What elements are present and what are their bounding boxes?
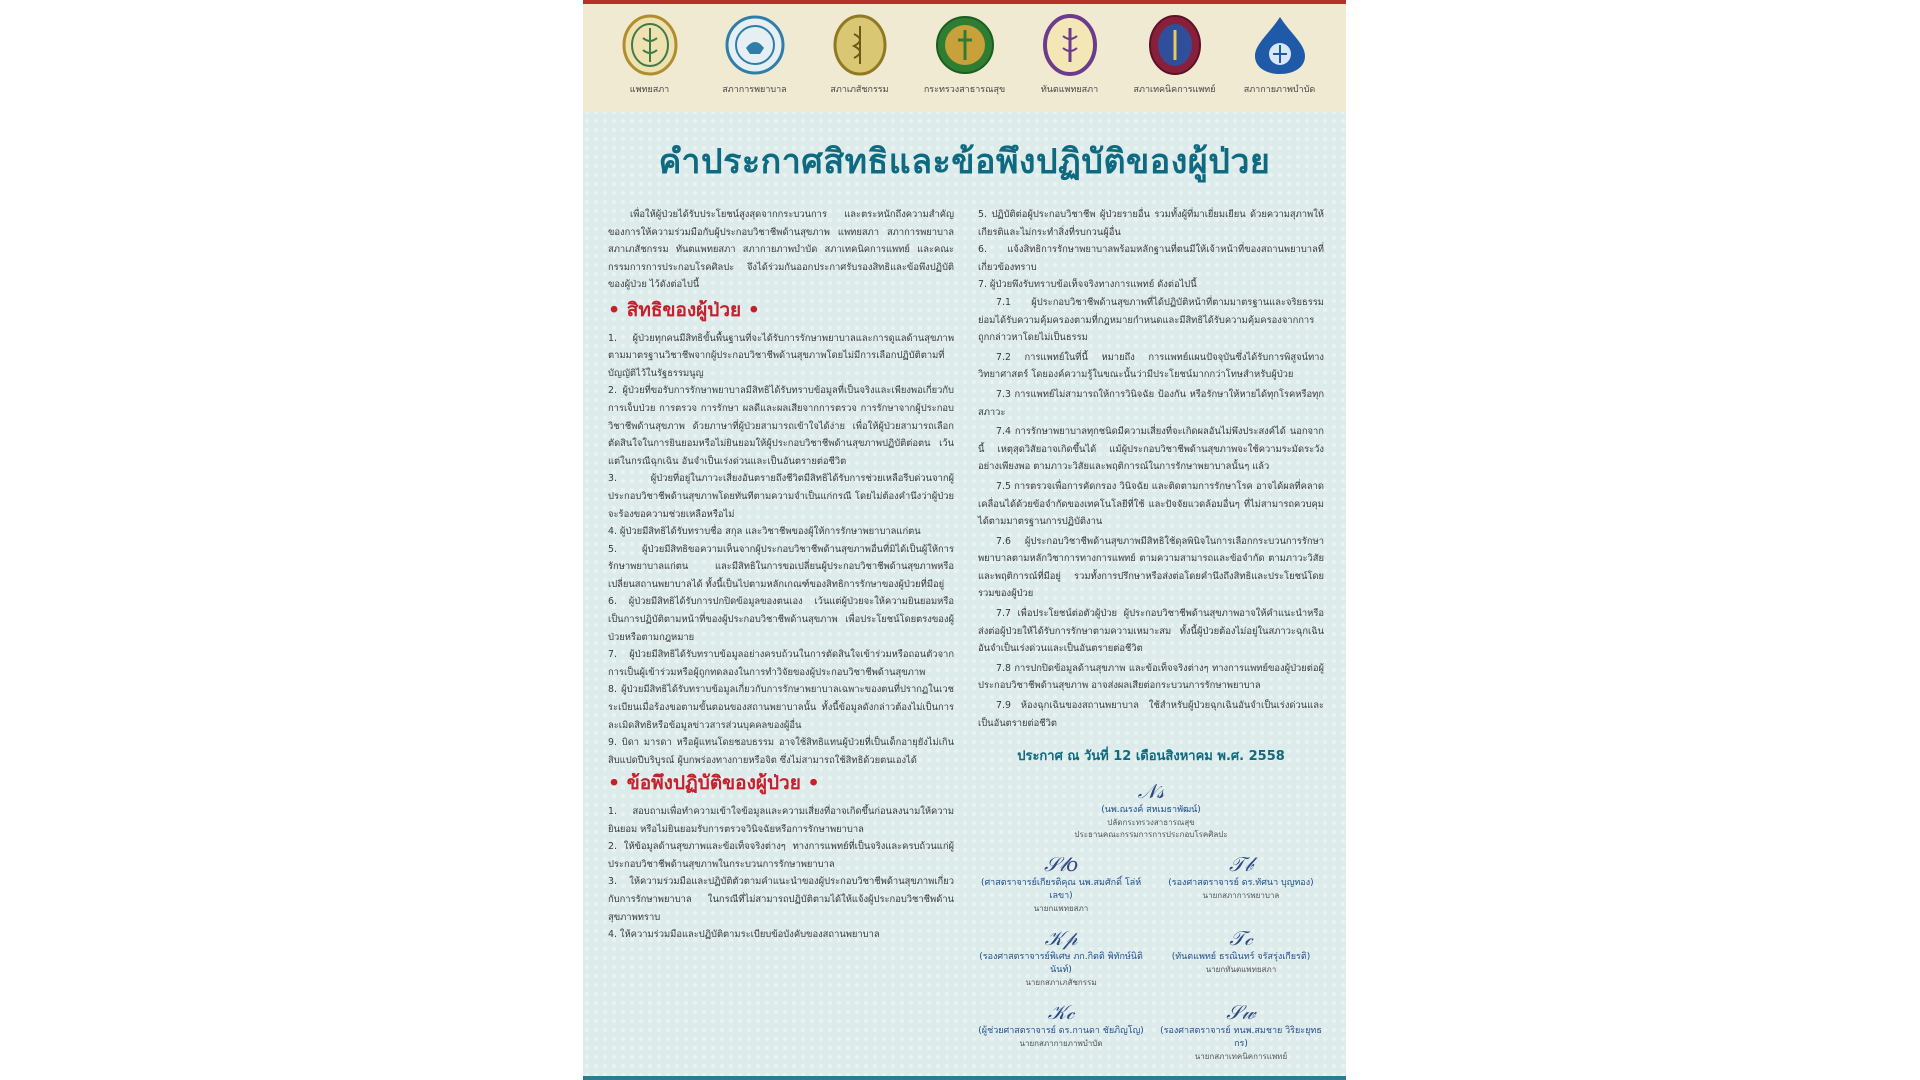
rights-item: 7. ผู้ป่วยมีสิทธิได้รับทราบข้อมูลอย่างครบถ้วนในการตัดสินใจเข้าร่วมหรือถอนตัวจากการเป็นผู้เข้าร่วมหรือผู้ถูกทดลองในการทำวิจัยของผู้ประกอบวิชาชีพด้านสุขภาพ xyxy=(608,649,954,678)
fact-item: 7.4 การรักษาพยาบาลทุกชนิดมีความเสี่ยงที่จะเกิดผลอันไม่พึงประสงค์ได้ นอกจากนี้ เหตุสุดวิสัยอาจเกิดขึ้นได้ แม้ผู้ประกอบวิชาชีพด้านสุขภาพจะใช้ความระมัดระวังอย่างเพียงพอ ตามภาวะวิสัยและพฤติการณ์ในการรักษาพยาบาลนั้นๆ แล้ว xyxy=(978,426,1324,473)
intro-paragraph: เพื่อให้ผู้ป่วยได้รับประโยชน์สูงสุดจากกระบวนการ และตระหนักถึงความสำคัญของการให้ความร่วมมือกับผู้ประกอบวิชาชีพด้านสุขภาพ แพทยสภา สภาการพยาบาล สภาเภสัชกรรม ทันตแพทยสภา สภากายภาพบำบัด สภาเทคนิคการแพทย์ และคณะกรรมการการประกอบโรคศิลปะ จึงได้ร่วมกันออกประกาศรับรองสิทธิและข้อพึงปฏิบัติของผู้ป่วย ไว้ดังต่อไปนี้ xyxy=(608,209,954,291)
org-dental-council: ทันตแพทยสภา xyxy=(1020,14,1120,96)
signatory-name: (รองศาสตราจารย์ ดร.ทัศนา บุญทอง) xyxy=(1168,877,1314,888)
content-columns xyxy=(583,206,1346,1063)
rights-item: 6. ผู้ป่วยมีสิทธิได้รับการปกปิดข้อมูลของตนเอง เว้นแต่ผู้ป่วยจะให้ความยินยอมหรือเป็นการปฏิบัติตามหน้าที่ของผู้ประกอบวิชาชีพด้านสุขภาพ เพื่อประโยชน์โดยตรงของผู้ป่วยหรือตามกฎหมาย xyxy=(608,596,954,643)
signature-block xyxy=(1158,847,1324,915)
main-signature-block xyxy=(978,774,1324,841)
signatory-name: (ศาสตราจารย์เกียรติคุณ นพ.สมศักดิ์ โล่ห์เลขา) xyxy=(980,877,1142,901)
signatory-title: นายกแพทยสภา xyxy=(1033,903,1089,913)
signatory-title: นายกสภาเทคนิคการแพทย์ xyxy=(1194,1051,1288,1061)
duties-item: 1. สอบถามเพื่อทำความเข้าใจข้อมูลและความเสี่ยงที่อาจเกิดขึ้นก่อนลงนามให้ความยินยอม หรือไม่ยินยอมรับการตรวจวินิจฉัยหรือการรักษาพยาบาล xyxy=(608,806,954,835)
fact-item: 7.5 การตรวจเพื่อการคัดกรอง วินิจฉัย และติดตามการรักษาโรค อาจได้ผลที่คลาดเคลื่อนได้ด้วยข้อจำกัดของเทคโนโลยีที่ใช้ และปัจจัยแวดล้อมอื่นๆ ที่ไม่สามารถควบคุมได้ตามมาตรฐานการปฏิบัติงาน xyxy=(978,480,1324,528)
duties-item: 3. ให้ความร่วมมือและปฏิบัติตัวตามคำแนะนำของผู้ประกอบวิชาชีพด้านสุขภาพเกี่ยวกับการรักษาพยาบาล ในกรณีที่ไม่สามารถปฏิบัติตามได้ให้แจ้งผู้ประกอบวิชาชีพด้านสุขภาพทราบ xyxy=(608,876,954,923)
org-pharmacy-council: สภาเภสัชกรรม xyxy=(810,14,910,96)
signatory-name: (นพ.ณรงค์ สหเมธาพัฒน์) xyxy=(1101,804,1201,815)
fact-item: 7.2 การแพทย์ในที่นี้ หมายถึง การแพทย์แผนปัจจุบันซึ่งได้รับการพิสูจน์ทางวิทยาศาสตร์ โดยองค์ความรู้ในขณะนั้นว่ามีประโยชน์มากกว่าโทษสำหรับผู้ป่วย xyxy=(978,351,1324,381)
signature-row xyxy=(978,847,1324,915)
duties-heading: • ข้อพึงปฏิบัติของผู้ป่วย • xyxy=(608,772,820,795)
fact-item: 7.9 ห้องฉุกเฉินของสถานพยาบาล ใช้สำหรับผู้ป่วยฉุกเฉินอันจำเป็นเร่งด่วนและเป็นอันตรายต่อชีวิต xyxy=(978,700,1324,729)
fact-item: 7.3 การแพทย์ไม่สามารถให้การวินิจฉัย ป้องกัน หรือรักษาให้หายได้ทุกโรคหรือทุกสภาวะ xyxy=(978,388,1324,418)
nursing-council-emblem-icon xyxy=(724,14,786,76)
org-physiotherapy-council: สภากายภาพบำบัด xyxy=(1230,14,1330,96)
rights-item: 4. ผู้ป่วยมีสิทธิได้รับทราบชื่อ สกุล และวิชาชีพของผู้ให้การรักษาพยาบาลแก่ตน xyxy=(608,526,921,538)
rights-item: 9. บิดา มารดา หรือผู้แทนโดยชอบธรรม อาจใช้สิทธิแทนผู้ป่วยที่เป็นเด็กอายุยังไม่เกินสิบแปดปีบริบูรณ์ ผู้บกพร่องทางกายหรือจิต ซึ่งไม่สามารถใช้สิทธิด้วยตนเองได้ xyxy=(608,737,954,766)
rights-item: 5. ผู้ป่วยมีสิทธิขอความเห็นจากผู้ประกอบวิชาชีพด้านสุขภาพอื่นที่มิได้เป็นผู้ให้การรักษาพยาบาลแก่ตน และมีสิทธิในการขอเปลี่ยนผู้ประกอบวิชาชีพด้านสุขภาพหรือเปลี่ยนสถานพยาบาลได้ ทั้งนี้เป็นไปตามหลักเกณฑ์ของสิทธิการรักษาของผู้ป่วยที่มีอยู่ xyxy=(608,543,954,590)
fact-item: 7.8 การปกปิดข้อมูลด้านสุขภาพ และข้อเท็จจริงต่างๆ ทางการแพทย์ของผู้ป่วยต่อผู้ประกอบวิชาชีพด้านสุขภาพ อาจส่งผลเสียต่อกระบวนการรักษาพยาบาล xyxy=(978,662,1324,692)
signatory-title: นายกสภากายภาพบำบัด xyxy=(1019,1038,1103,1048)
signature-block xyxy=(978,847,1144,915)
declaration-poster xyxy=(583,0,1346,1080)
left-column xyxy=(608,206,954,1063)
org-ministry-health: กระทรวงสาธารณสุข xyxy=(915,14,1015,96)
fact-item: 7.6 ผู้ประกอบวิชาชีพด้านสุขภาพมีสิทธิใช้ดุลพินิจในการเลือกกระบวนการรักษาพยาบาลตามหลักวิชาการทางการแพทย์ ตามความสามารถและข้อจำกัด ตามภาวะวิสัยและพฤติการณ์ที่มีอยู่ รวมทั้งการปรึกษาหรือส่งต่อโดยคำนึงถึงสิทธิและประโยชน์โดยรวมของผู้ป่วย xyxy=(978,535,1324,600)
org-nursing-council: สภาการพยาบาล xyxy=(705,14,805,96)
signature-block xyxy=(978,921,1144,989)
duties-item: 7. ผู้ป่วยพึงรับทราบข้อเท็จจริงทางการแพทย์ ดังต่อไปนี้ xyxy=(978,279,1197,291)
signature-image: 𝒦𝓅 xyxy=(1044,925,1078,950)
org-medical-council: แพทยสภา xyxy=(600,14,700,96)
signatory-name: (ผู้ช่วยศาสตราจารย์ ดร.กานดา ชัยภิญโญ) xyxy=(978,1025,1144,1036)
signatory-title: ประธานคณะกรรมการการประกอบโรคศิลปะ xyxy=(1074,829,1228,839)
signature-block xyxy=(1158,921,1324,989)
bottom-border xyxy=(583,1076,1346,1080)
rights-item: 3. ผู้ป่วยที่อยู่ในภาวะเสี่ยงอันตรายถึงชีวิตมีสิทธิได้รับการช่วยเหลือรีบด่วนจากผู้ประกอบวิชาชีพด้านสุขภาพโดยทันทีตามความจำเป็นแก่กรณี โดยไม่ต้องคำนึงว่าผู้ป่วยจะร้องขอความช่วยเหลือหรือไม่ xyxy=(608,473,954,520)
signature-image: 𝒩𝓈 xyxy=(1137,778,1165,803)
announcement-date: ประกาศ ณ วันที่ 12 เดือนสิงหาคม พ.ศ. 2558 xyxy=(1017,749,1285,765)
medical-council-emblem-icon xyxy=(619,14,681,76)
page-title: คำประกาศสิทธิและข้อพึงปฏิบัติของผู้ป่วย xyxy=(658,142,1271,182)
org-medtech-council: สภาเทคนิคการแพทย์ xyxy=(1125,14,1225,96)
duties-item: 2. ให้ข้อมูลด้านสุขภาพและข้อเท็จจริงต่างๆ ทางการแพทย์ที่เป็นจริงและครบถ้วนแก่ผู้ประกอบวิชาชีพด้านสุขภาพในกระบวนการรักษาพยาบาล xyxy=(608,841,954,870)
signatory-title: นายกทันตแพทยสภา xyxy=(1205,964,1277,974)
dental-council-emblem-icon xyxy=(1039,14,1101,76)
medtech-council-emblem-icon xyxy=(1144,14,1206,76)
rights-item: 8. ผู้ป่วยมีสิทธิได้รับทราบข้อมูลเกี่ยวกับการรักษาพยาบาลเฉพาะของตนที่ปรากฏในเวชระเบียนเมื่อร้องขอตามขั้นตอนของสถานพยาบาลนั้น ทั้งนี้ข้อมูลดังกล่าวต้องไม่เป็นการละเมิดสิทธิหรือข้อมูลข่าวสารส่วนบุคคลของผู้อื่น xyxy=(608,684,954,731)
fact-item: 7.1 ผู้ประกอบวิชาชีพด้านสุขภาพที่ได้ปฏิบัติหน้าที่ตามมาตรฐานและจริยธรรม ย่อมได้รับความคุ้มครองตามที่กฎหมายกำหนดและมีสิทธิได้รับความคุ้มครองจากการถูกกล่าวหาโดยไม่เป็นธรรม xyxy=(978,296,1324,344)
signature-image: 𝒯𝒷 xyxy=(1229,851,1253,876)
signature-row xyxy=(978,995,1324,1063)
signature-image: 𝒮𝓁𝑜 xyxy=(1043,851,1079,876)
signature-image: 𝒦𝒸 xyxy=(1047,999,1075,1024)
right-column xyxy=(978,206,1324,1063)
rights-item: 1. ผู้ป่วยทุกคนมีสิทธิขั้นพื้นฐานที่จะได้รับการรักษาพยาบาลและการดูแลด้านสุขภาพตามมาตรฐานวิชาชีพจากผู้ประกอบวิชาชีพด้านสุขภาพโดยไม่มีการเลือกปฏิบัติตามที่บัญญัติไว้ในรัฐธรรมนูญ xyxy=(608,332,954,379)
signature-image: 𝒮𝓌 xyxy=(1226,999,1256,1024)
rights-heading: • สิทธิของผู้ป่วย • xyxy=(608,298,760,321)
signature-row xyxy=(978,921,1324,989)
signatory-title: นายกสภาการพยาบาล xyxy=(1202,890,1280,900)
signatory-title: ปลัดกระทรวงสาธารณสุข xyxy=(1107,817,1195,827)
physiotherapy-council-emblem-icon xyxy=(1249,14,1311,76)
duties-item: 4. ให้ความร่วมมือและปฏิบัติตามระเบียบข้อบังคับของสถานพยาบาล xyxy=(608,929,880,941)
signatory-name: (ทันตแพทย์ ธรณินทร์ จรัสรุ่งเกียรติ) xyxy=(1171,951,1311,962)
rights-item: 2. ผู้ป่วยที่ขอรับการรักษาพยาบาลมีสิทธิได้รับทราบข้อมูลที่เป็นจริงและเพียงพอเกี่ยวกับการเจ็บป่วย การตรวจ การรักษา ผลดีและผลเสียจากการตรวจ การรักษาจากผู้ประกอบวิชาชีพด้านสุขภาพ ด้วยภาษาที่ผู้ป่วยสามารถเข้าใจได้ง่าย เพื่อให้ผู้ป่วยสามารถเลือกตัดสินใจในการยินยอมหรือไม่ยินยอมให้ผู้ประกอบวิชาชีพด้านสุขภาพปฏิบัติต่อตน เว้นแต่ในกรณีฉุกเฉิน อันจำเป็นเร่งด่วนและเป็นอันตรายต่อชีวิต xyxy=(608,385,954,467)
signature-image: 𝒯𝒸 xyxy=(1229,925,1253,950)
signatory-name: (รองศาสตราจารย์ ทนพ.สมชาย วิริยะยุทธกร) xyxy=(1160,1025,1322,1049)
signature-block xyxy=(978,995,1144,1063)
duties-item: 6. แจ้งสิทธิการรักษาพยาบาลพร้อมหลักฐานที่ตนมีให้เจ้าหน้าที่ของสถานพยาบาลที่เกี่ยวข้องทราบ xyxy=(978,244,1324,273)
fact-item: 7.7 เพื่อประโยชน์ต่อตัวผู้ป่วย ผู้ประกอบวิชาชีพด้านสุขภาพอาจให้คำแนะนำหรือส่งต่อผู้ป่วยให้ได้รับการรักษาตามความเหมาะสม ทั้งนี้ผู้ป่วยต้องไม่อยู่ในสภาวะฉุกเฉินอันจำเป็นเร่งด่วนและเป็นอันตรายต่อชีวิต xyxy=(978,608,1324,655)
emblem-header xyxy=(583,4,1346,112)
signatory-name: (รองศาสตราจารย์พิเศษ ภก.กิตติ พิทักษ์นิตินันท์) xyxy=(979,951,1143,975)
signature-block xyxy=(1158,995,1324,1063)
signatory-title: นายกสภาเภสัชกรรม xyxy=(1025,977,1097,987)
duties-item: 5. ปฏิบัติต่อผู้ประกอบวิชาชีพ ผู้ป่วยรายอื่น รวมทั้งผู้ที่มาเยี่ยมเยียน ด้วยความสุภาพให้เกียรติและไม่กระทำสิ่งที่รบกวนผู้อื่น xyxy=(978,209,1324,238)
pharmacy-council-emblem-icon xyxy=(829,14,891,76)
ministry-health-emblem-icon xyxy=(934,14,996,76)
